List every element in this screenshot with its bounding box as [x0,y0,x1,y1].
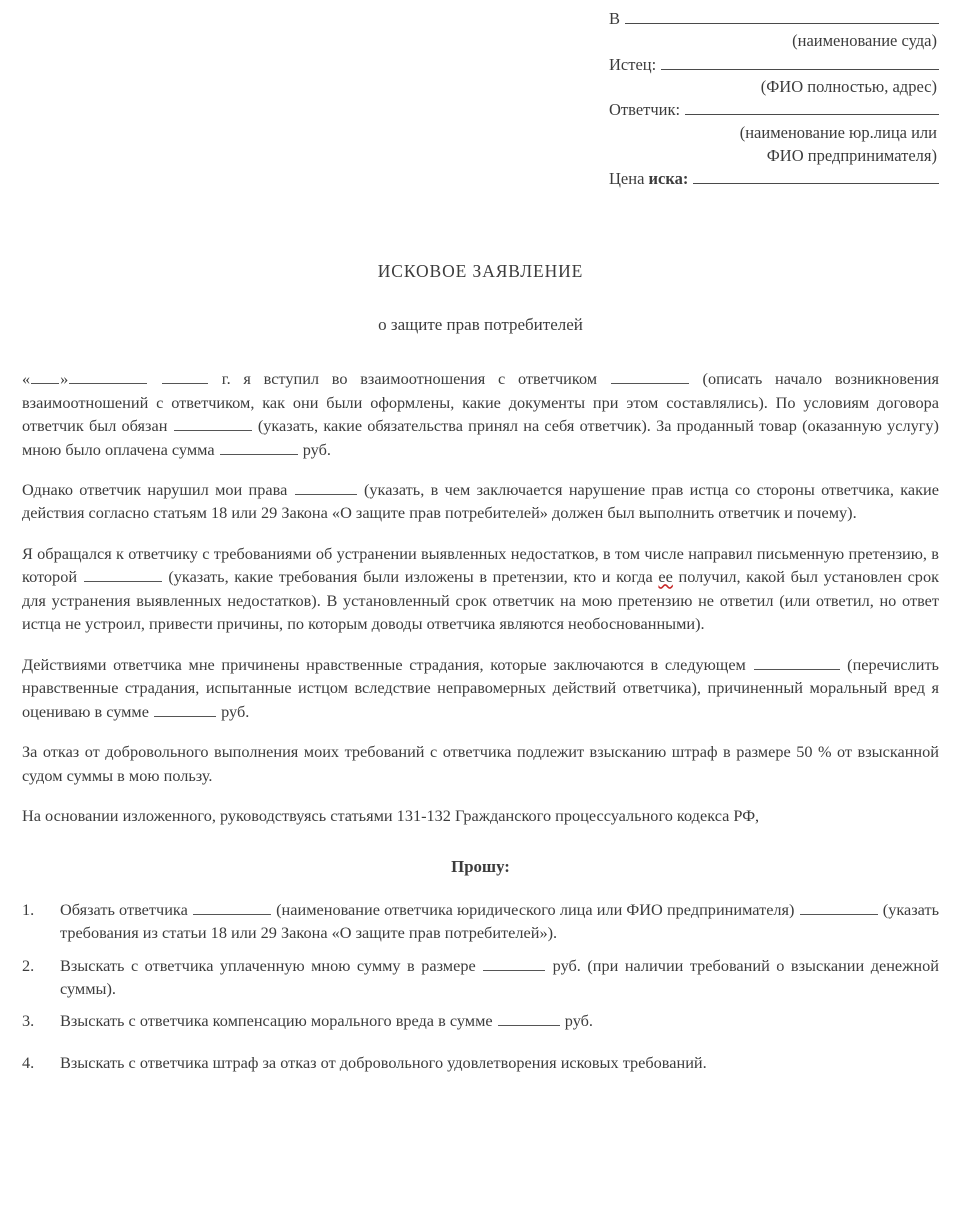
p1-text-b: (описать начало возникновения взаимоотношений с ответчиком, как они были оформлены, какие документы при этом составлялись). По условиям договора ответчик был обязан [22,369,939,436]
spellcheck-word: ее [658,567,673,587]
p4-text-a: Действиями ответчика мне причинены нравственные страдания, которые заключаются в следующем [22,654,746,674]
claim-price-label-plain: Цена [609,168,649,188]
violation-blank[interactable] [295,481,357,495]
paragraph-6-legal-basis: На основании изложенного, руководствуясь статьями 131-132 Гражданского процессуального кодекса РФ, [22,805,760,825]
p4-text-c: руб. [221,701,250,721]
defendant-fill-rule[interactable] [685,101,939,115]
addressee-header-block [609,8,939,189]
p3-text-c: получил, какой был установлен срок для устранения выявленных недостатков). В установленный срок ответчик на мою претензию не ответил (или ответил, но ответ истца не устроил, привести причины, по которым доводы ответчика являются необоснованными). [22,567,940,634]
date-day-blank[interactable] [31,370,59,384]
defendant-label: Ответчик: [609,100,681,120]
claim-letter-blank[interactable] [84,568,162,582]
demand-1-text-a: Обязать ответчика [60,899,188,919]
document-subtitle: о защите прав потребителей [378,315,583,335]
court-row [609,8,939,29]
demand-number: 2. [22,955,35,975]
demand-text [60,954,939,1001]
court-note: (наименование суда) [792,31,937,51]
document-title: ИСКОВОЕ ЗАЯВЛЕНИЕ [377,261,584,282]
p1-quote-open: « [22,369,31,389]
demand-3-text-a: Взыскать с ответчика компенсацию морального вреда в сумме [60,1011,493,1031]
p1-text-c: (указать, какие обязательства принял на себя ответчик). За проданный товар (оказанную услугу) мною было оплачена сумма [22,416,939,459]
demand-number: 4. [22,1052,35,1072]
page-bottom-cutoff [0,1204,961,1218]
date-month-blank[interactable] [69,370,147,384]
moral-damage-sum-blank[interactable] [154,702,216,716]
claim-price-row [609,168,939,189]
plaintiff-note: (ФИО полностью, адрес) [760,76,937,96]
demand-text: Взыскать с ответчика штраф за отказ от добровольного удовлетворения исковых требований. [60,1052,707,1072]
obligation-blank[interactable] [174,417,252,431]
demand-2-text-b: руб. (при наличии требований о взыскании денежной суммы). [60,955,939,998]
paragraph-2 [22,478,939,525]
defendant-name-blank[interactable] [611,370,689,384]
date-year-blank[interactable] [162,370,208,384]
paragraph-4 [22,653,939,723]
document-body [22,367,939,1074]
demand-3-text-b: руб. [564,1011,594,1031]
demand-text [60,898,939,945]
demand-1-defendant-blank[interactable] [193,900,271,914]
defendant-note-line-2: ФИО предпринимателя) [766,145,937,165]
demand-2-sum-blank[interactable] [483,956,545,970]
paragraph-3 [22,542,939,636]
moral-suffering-blank[interactable] [754,655,840,669]
p2-text-b: (указать, в чем заключается нарушение прав истца со стороны ответчика, какие действия согласно статьям 18 или 29 Закона «О защите прав потребителей» должен был выполнить ответчик и почему). [22,480,940,523]
demand-2-text-a: Взыскать с ответчика уплаченную мною сумму в размере [60,955,476,975]
demand-1-text-b: (наименование ответчика юридического лица или ФИО предпринимателя) [276,899,795,919]
list-item [22,954,939,1001]
court-label: В [609,9,621,28]
list-item [22,898,939,945]
plaintiff-row [609,54,939,75]
paragraph-1 [22,367,939,461]
claim-price-label-bold: иска: [648,168,689,188]
p2-text-a: Однако ответчик нарушил мои права [22,480,288,499]
defendant-row [609,99,939,120]
p1-text-d: руб. [302,439,331,459]
p4-text-b: (перечислить нравственные страдания, испытанные истцом вследствие неправомерных действий ответчика), причиненный моральный вред я оцениваю в сумме [22,654,939,721]
paid-sum-blank[interactable] [220,440,298,454]
claim-price-label [609,168,693,189]
court-fill-rule[interactable] [625,10,939,24]
demand-1-requirement-blank[interactable] [800,900,878,914]
demand-1-text-c: (указать требования из статьи 18 или 29 Закона «О защите прав потребителей»). [60,899,940,943]
p1-quote-close: » [60,369,69,389]
p3-text-b: (указать, какие требования были изложены в претензии, кто и когда [168,567,653,587]
demand-number: 3. [22,1011,35,1031]
claim-price-fill-rule[interactable] [693,170,939,184]
list-item [22,1009,939,1032]
list-item [22,1051,939,1074]
request-heading: Прошу: [451,857,510,877]
p1-text-a: г. я вступил во взаимоотношения с ответчиком [221,369,598,389]
plaintiff-fill-rule[interactable] [661,56,939,70]
plaintiff-label: Истец: [609,54,657,74]
p3-text-a: Я обращался к ответчику с требованиями об устранении выявленных недостатков, в том числе направил письменную претензию, в которой [22,543,939,587]
demand-number: 1. [22,899,35,919]
demand-text [60,1009,939,1032]
defendant-note-line-1: (наименование юр.лица или [739,122,937,142]
demand-3-sum-blank[interactable] [498,1012,560,1026]
demand-list [22,898,939,1075]
paragraph-5-penalty: За отказ от добровольного выполнения моих требований с ответчика подлежит взысканию штраф в размере 50 % от взысканной судом суммы в мою пользу. [22,742,939,785]
